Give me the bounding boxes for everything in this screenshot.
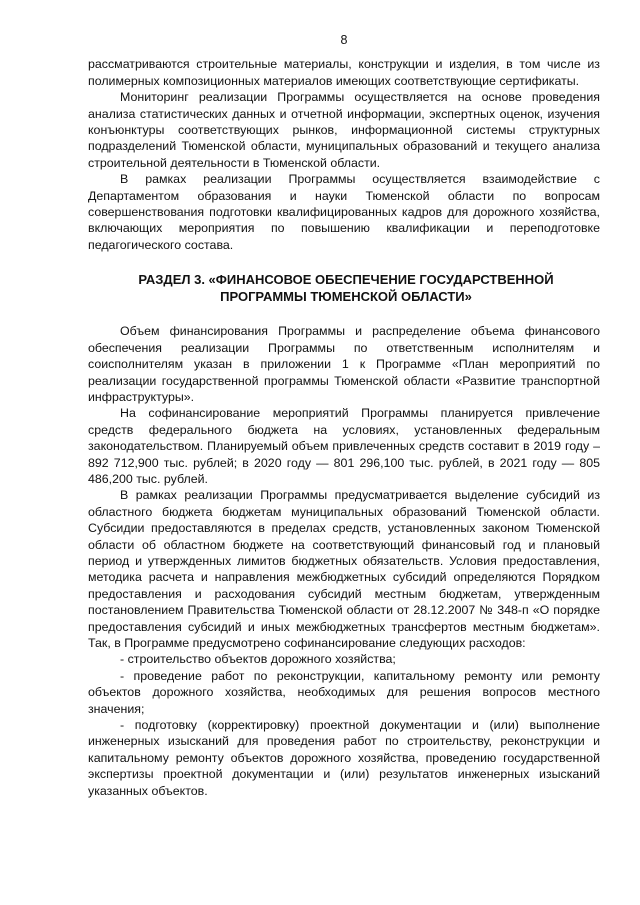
paragraph-materials: рассматриваются строительные материалы, конструкции и изделия, в том числе из полимерных композиционных материалов имеющих соответствующие сертификаты. [88,57,600,88]
section-title [88,271,600,305]
list-item-construction: - строительство объектов дорожного хозяйства; [120,652,396,667]
list-item-design-documentation: - подготовку (корректировку) проектной документации и (или) выполнение инженерных изысканий для проведения работ по строительству, реконструкции и капитальному ремонту объектов дорожного хозяйства, проведению государственной экспертизы проектной документации и (или) результатов инженерных изысканий указанных объектов. [88,718,600,798]
page-number: 8 [340,33,348,47]
paragraph-cofinancing: На софинансирование мероприятий Программы планируется привлечение средств федерального бюджета на условиях, установленных федеральным законодательством. Планируемый объем привлеченных средств составит в 2019 году – 892 712,900 тыс. рублей; в 2020 году — 801 296,100 тыс. рублей, в 2021 году — 805 486,200 тыс. рублей. [88,406,600,486]
section-title-line-1: РАЗДЕЛ 3. «ФИНАНСОВОЕ ОБЕСПЕЧЕНИЕ ГОСУДАРСТВЕННОЙ [138,272,554,288]
paragraph-subsidies: В рамках реализации Программы предусматривается выделение субсидий из областного бюджета бюджетам муниципальных образований Тюменской области. Субсидии предоставляются в пределах средств, установленных законом Тюменской области об областном бюджете на соответствующий финансовый год и плановый период и утвержденных лимитов бюджетных обязательств. Условия предоставления, методика расчета и направления межбюджетных субсидий определяются Порядком предоставления и расходования субсидий местным бюджетам, утвержденным постановлением Правительства Тюменской области от 28.12.2007 № 348-п «О порядке предоставления субсидий и иных межбюджетных трансфертов местным бюджетам». Так, в Программе предусмотрено софинансирование следующих расходов: [88,488,600,650]
paragraph-monitoring: Мониторинг реализации Программы осуществляется на основе проведения анализа статистических данных и отчетной информации, экспертных оценок, изучения конъюнктуры соответствующих рынков, информационной системы структурных подразделений Тюменской области, муниципальных образований и текущего анализа строительной деятельности в Тюменской области. [88,90,600,170]
paragraph-funding-volume: Объем финансирования Программы и распределение объема финансового обеспечения реализации Программы по ответственным исполнителям и соисполнителям указан в приложении 1 к Программе «План мероприятий по реализации государственной программы Тюменской области «Развитие транспортной инфраструктуры». [88,324,600,404]
paragraph-education-cooperation: В рамках реализации Программы осуществляется взаимодействие с Департаментом образования и науки Тюменской области по вопросам совершенствования подготовки квалифицированных кадров для дорожного хозяйства, включающих мероприятия по повышению квалификации и переподготовке педагогического состава. [88,172,600,252]
section-title-line-2: ПРОГРАММЫ ТЮМЕНСКОЙ ОБЛАСТИ» [220,289,472,305]
list-item-reconstruction: - проведение работ по реконструкции, капитальному ремонту или ремонту объектов дорожного хозяйства, необходимых для решения вопросов местного значения; [88,668,600,716]
